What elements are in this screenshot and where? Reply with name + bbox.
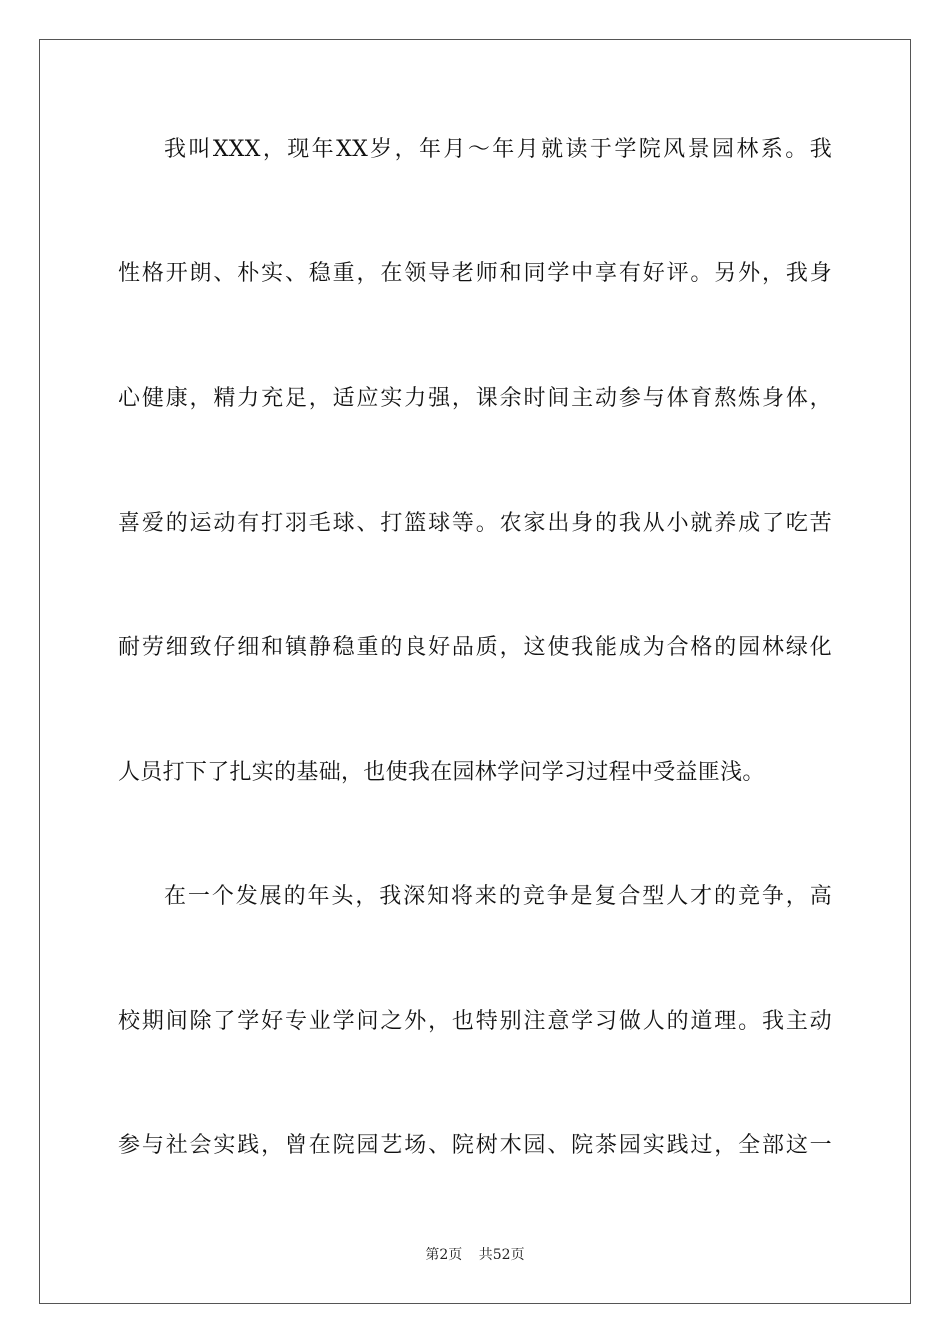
paragraph-line: 在一个发展的年头，我深知将来的竞争是复合型人才的竞争，高 xyxy=(164,884,832,909)
paragraph-line: 性格开朗、朴实、稳重，在领导老师和同学中享有好评。另外，我身 xyxy=(118,261,832,286)
paragraph-line: 心健康，精力充足，适应实力强，课余时间主动参与体育熬炼身体， xyxy=(118,386,832,411)
page-footer xyxy=(0,1245,950,1265)
page-total: 共52页 xyxy=(478,1247,525,1263)
paragraph-line: 耐劳细致仔细和镇静稳重的良好品质，这使我能成为合格的园林绿化 xyxy=(118,635,832,660)
paragraph-line: 参与社会实践，曾在院园艺场、院树木园、院茶园实践过，全部这一 xyxy=(118,1133,832,1158)
page-number: 第2页 xyxy=(425,1247,463,1263)
paragraph-line: 喜爱的运动有打羽毛球、打篮球等。农家出身的我从小就养成了吃苦 xyxy=(118,511,832,536)
paragraph-line: 人员打下了扎实的基础，也使我在园林学问学习过程中受益匪浅。 xyxy=(118,760,765,785)
paragraph-line: 我叫XXX，现年XX岁，年月～年月就读于学院风景园林系。我 xyxy=(164,137,832,162)
page-border xyxy=(39,39,911,1304)
paragraph-line: 校期间除了学好专业学问之外，也特别注意学习做人的道理。我主动 xyxy=(118,1009,832,1034)
